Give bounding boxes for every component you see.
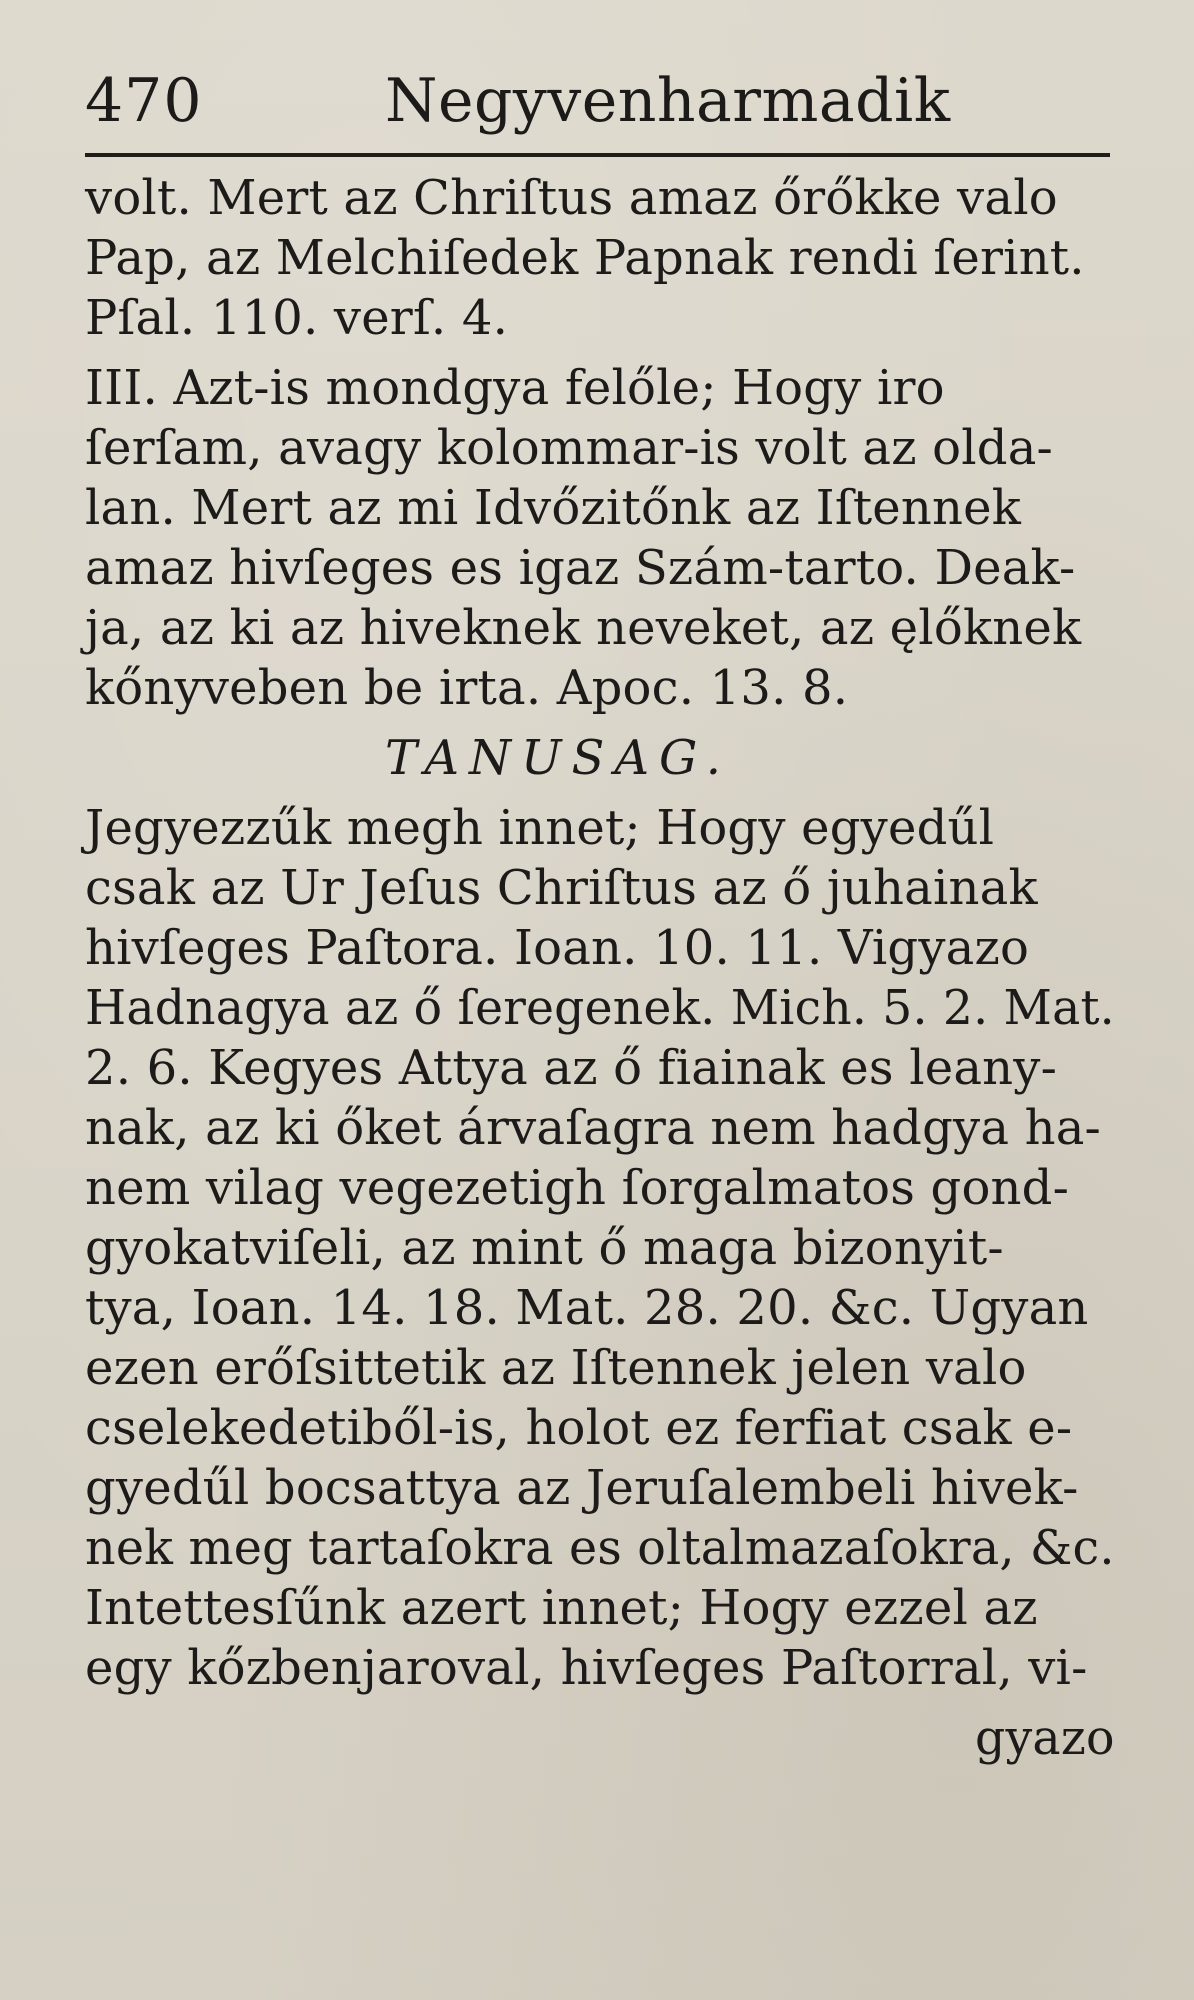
page-number: 470 [85, 66, 203, 136]
text-line: csak az Ur Jeſus Chriſtus az ő juhainak [85, 860, 1038, 916]
text-line: nak, az ki őket árvaſagra nem hadgya ha- [85, 1100, 1101, 1156]
text-line: Intettesſűnk azert innet; Hogy ezzel az [85, 1580, 1038, 1636]
text-line: nem vilag vegezetigh ſorgalmatos gond- [85, 1160, 1070, 1216]
catchword: gyazo [975, 1710, 1115, 1766]
text-line: hivſeges Paſtora. Ioan. 10. 11. Vigyazo [85, 920, 1030, 976]
text-line: Hadnagya az ő ſeregenek. Mich. 5. 2. Mat. [85, 980, 1115, 1036]
text-line: kőnyveben be irta. Apoc. 13. 8. [85, 660, 849, 716]
text-line: amaz hivſeges es igaz Szám-tarto. Deak- [85, 540, 1076, 596]
text-line: tya, Ioan. 14. 18. Mat. 28. 20. &c. Ugyan [85, 1280, 1089, 1336]
text-line: nek meg tartaſokra es oltalmazaſokra, &c. [85, 1520, 1115, 1576]
text-line: Jegyezzűk megh innet; Hogy egyedűl [85, 800, 995, 856]
text-line: volt. Mert az Chriſtus amaz őrőkke valo [85, 170, 1058, 226]
section-heading: TANUSAG. [385, 730, 731, 786]
text-line: ezen erőſsittetik az Iſtennek jelen valo [85, 1340, 1027, 1396]
text-line: ja, az ki az hiveknek neveket, az ęlőknek [85, 600, 1082, 656]
text-line: gyokatviſeli, az mint ő maga bizonyit- [85, 1220, 1004, 1276]
text-line: ſerſam, avagy kolommar-is volt az olda- [85, 420, 1053, 476]
text-line: lan. Mert az mi Idvőzitőnk az Iſtennek [85, 480, 1022, 536]
text-line: Pap, az Melchiſedek Papnak rendi ſerint. [85, 230, 1085, 286]
text-line: egy kőzbenjaroval, hivſeges Paſtorral, vi- [85, 1640, 1088, 1696]
text-line: Pſal. 110. verſ. 4. [85, 290, 509, 346]
text-line: 2. 6. Kegyes Attya az ő fiainak es leany- [85, 1040, 1058, 1096]
header-rule [85, 153, 1110, 157]
page-header [85, 58, 1115, 138]
text-line: gyedűl bocsattya az Jeruſalembeli hivek- [85, 1460, 1079, 1516]
running-head: Negyvenharmadik [385, 66, 951, 136]
text-line: III. Azt-is mondgya felőle; Hogy iro [85, 360, 945, 416]
text-line: cselekedetiből-is, holot ez ferfiat csak e- [85, 1400, 1073, 1456]
